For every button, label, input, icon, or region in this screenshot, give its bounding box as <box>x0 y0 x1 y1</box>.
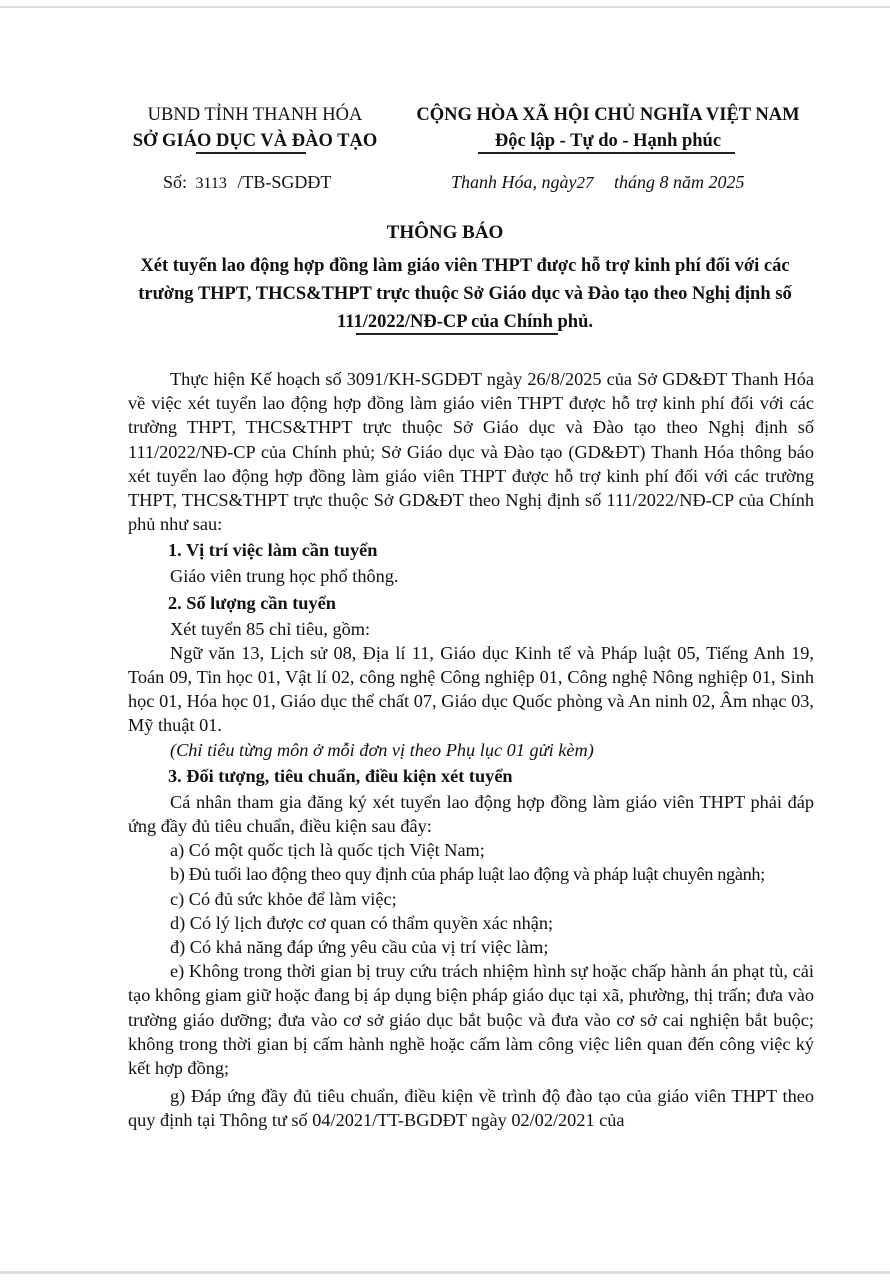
place-date <box>451 172 745 193</box>
month-year: tháng 8 năm 2025 <box>614 172 745 192</box>
criteria-item-d: d) Có lý lịch được cơ quan có thẩm quyền xác nhận; <box>170 912 554 933</box>
national-motto-block <box>398 102 818 154</box>
section-2-heading: 2. Số lượng cần tuyển <box>168 592 336 613</box>
document-body <box>128 367 814 1133</box>
issuer-province: UBND TỈNH THANH HÓA <box>147 105 363 125</box>
criteria-item-c: c) Có đủ sức khỏe để làm việc; <box>170 888 397 909</box>
issuer-underline <box>196 152 306 154</box>
country-name: CỘNG HÒA XÃ HỘI CHỦ NGHĨA VIỆT NAM <box>416 105 800 125</box>
motto-underline <box>478 152 735 154</box>
issuer-block <box>110 102 400 154</box>
bottom-border <box>0 1271 890 1274</box>
document-title: THÔNG BÁO <box>386 222 504 243</box>
motto: Độc lập - Tự do - Hạnh phúc <box>494 131 722 151</box>
criteria-item-b: b) Đủ tuổi lao động theo quy định của pháp luật lao động và pháp luật chuyên ngành; <box>170 864 765 885</box>
section-1-heading: 1. Vị trí việc làm cần tuyển <box>168 540 378 561</box>
section-3-text: Cá nhân tham gia đăng ký xét tuyển lao động hợp đồng làm giáo viên THPT phải đáp ứng đầy đủ tiêu chuẩn, điều kiện sau đây: <box>128 791 814 837</box>
subtitle-underline <box>356 333 558 335</box>
place-date-label: Thanh Hóa, ngày <box>451 172 577 192</box>
criteria-item-a: a) Có một quốc tịch là quốc tịch Việt Nam; <box>170 840 485 861</box>
day-value: 27 <box>576 173 594 192</box>
section-2-subjects: Ngữ văn 13, Lịch sử 08, Địa lí 11, Giáo dục Kinh tế và Pháp luật 05, Tiếng Anh 19, Toán 09, Tin học 01, Vật lí 02, công nghệ Công nghiệp 01, Công nghệ Nông nghiệp 01, Sinh học 01, Hóa học 01, Giáo dục thể chất 07, Giáo dục Quốc phòng và An ninh 02, Âm nhạc 03, Mỹ thuật 01. <box>128 642 814 736</box>
section-1-text: Giáo viên trung học phổ thông. <box>170 566 399 587</box>
criteria-item-g: g) Đáp ứng đầy đủ tiêu chuẩn, điều kiện về trình độ đào tạo của giáo viên THPT theo quy định tại Thông tư số 04/2021/TT-BGDĐT ngày 02/02/2021 của <box>128 1086 814 1131</box>
intro-paragraph: Thực hiện Kế hoạch số 3091/KH-SGDĐT ngày 26/8/2025 của Sở GD&ĐT Thanh Hóa về việc xét tuyển lao động hợp đồng làm giáo viên THPT được hỗ trợ kinh phí đối với các trường THPT, THCS&THPT trực thuộc Sở Giáo dục và Đào tạo theo Nghị định số 111/2022/NĐ-CP của Chính phủ; Sở Giáo dục và Đào tạo (GD&ĐT) Thanh Hóa thông báo xét tuyển lao động hợp đồng làm giáo viên THPT được hỗ trợ kinh phí đối với các trường THPT, THCS&THPT trực thuộc Sở GD&ĐT theo Nghị định số 111/2022/NĐ-CP của Chính phủ như sau: <box>128 369 814 535</box>
section-2-note: (Chỉ tiêu từng môn ở mỗi đơn vị theo Phụ lục 01 gửi kèm) <box>170 739 594 760</box>
so-label: Số: <box>163 172 188 192</box>
so-suffix: /TB-SGDĐT <box>237 172 332 192</box>
section-2-quota: Xét tuyển 85 chỉ tiêu, gồm: <box>170 618 371 639</box>
so-number: 3113 <box>195 175 227 192</box>
criteria-item-e: e) Không trong thời gian bị truy cứu trách nhiệm hình sự hoặc chấp hành án phạt tù, cải tạo không giam giữ hoặc đang bị áp dụng biện pháp giáo dục tại xã, phường, thị trấn; đưa vào trường giáo dưỡng; đưa vào cơ sở giáo dục bắt buộc và đưa vào cơ sở cai nghiện bắt buộc; không trong thời gian bị cấm hành nghề hoặc cấm làm công việc liên quan đến công việc ký kết hợp đồng; <box>128 961 814 1079</box>
issuer-department: SỞ GIÁO DỤC VÀ ĐÀO TẠO <box>132 131 378 151</box>
criteria-item-dd: đ) Có khả năng đáp ứng yêu cầu của vị trí việc làm; <box>170 937 549 958</box>
document-subtitle: Xét tuyển lao động hợp đồng làm giáo viên THPT được hỗ trợ kinh phí đối với các trường THPT, THCS&THPT trực thuộc Sở Giáo dục và Đào tạo theo Nghị định số 111/2022/NĐ-CP của Chính phủ. <box>138 256 792 332</box>
document-number <box>163 172 331 193</box>
section-3-heading: 3. Đối tượng, tiêu chuẩn, điều kiện xét tuyển <box>168 765 513 786</box>
